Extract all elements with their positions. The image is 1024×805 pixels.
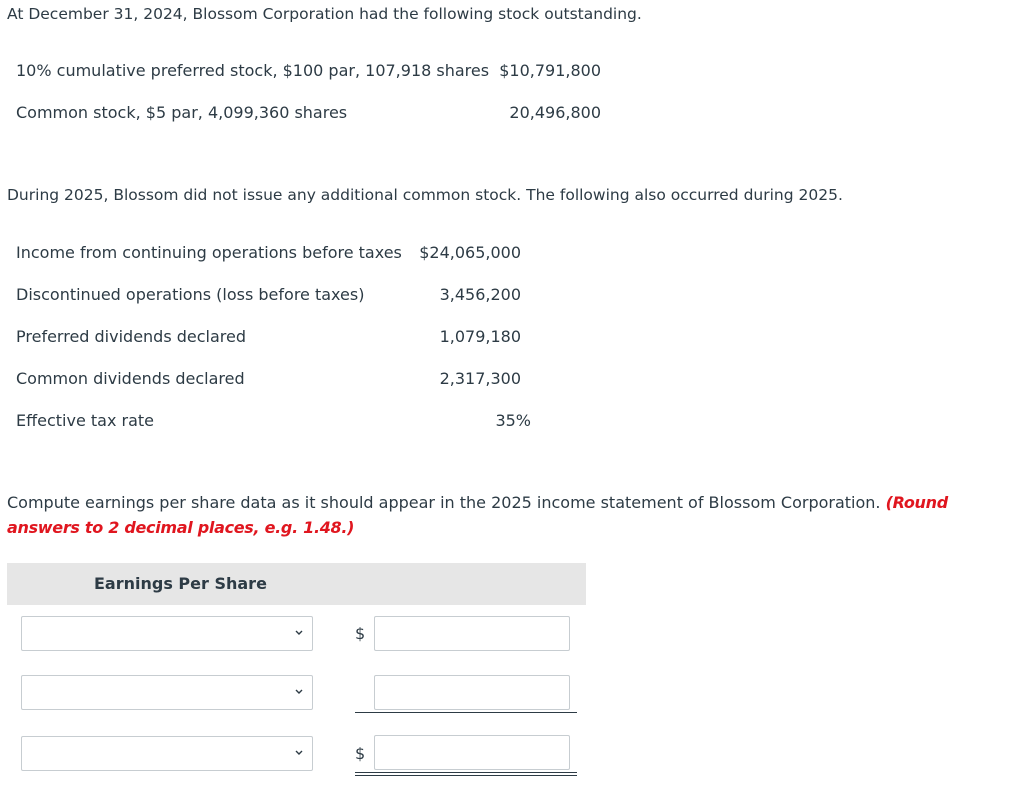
total-double-rule xyxy=(355,775,577,776)
eps-amount-input[interactable] xyxy=(374,675,570,710)
instructions-text: Compute earnings per share data as it should appear in the 2025 income statement of Blossom Corporation. xyxy=(7,493,886,512)
event-row-value: 1,079,180 xyxy=(439,327,521,346)
eps-amount-input[interactable] xyxy=(374,616,570,651)
event-row-value: 35% xyxy=(495,411,531,430)
eps-label-select[interactable] xyxy=(21,616,313,651)
event-row-label: Income from continuing operations before taxes xyxy=(16,243,402,262)
subtotal-rule xyxy=(355,712,577,713)
chevron-down-icon xyxy=(294,745,304,761)
event-row-label: Common dividends declared xyxy=(16,369,245,388)
problem-intro-2025: During 2025, Blossom did not issue any additional common stock. The following also occurred during 2025. xyxy=(7,186,843,204)
chevron-down-icon xyxy=(294,625,304,641)
event-row-label: Discontinued operations (loss before taxes) xyxy=(16,285,365,304)
stock-row-value: $10,791,800 xyxy=(499,61,601,80)
stock-row-label: 10% cumulative preferred stock, $100 par, 107,918 shares xyxy=(16,61,490,80)
eps-header-label: Earnings Per Share xyxy=(94,574,267,593)
currency-symbol: $ xyxy=(355,624,366,643)
rounding-note: (Round answers to 2 decimal places, e.g. 1.48.) xyxy=(7,493,948,537)
event-row-value: 3,456,200 xyxy=(439,285,521,304)
event-row-label: Preferred dividends declared xyxy=(16,327,247,346)
currency-symbol: $ xyxy=(355,744,366,763)
total-double-rule xyxy=(355,772,577,773)
eps-table-header xyxy=(7,563,586,605)
eps-label-select[interactable] xyxy=(21,675,313,710)
event-row-label: Effective tax rate xyxy=(16,411,155,430)
stock-row-label: Common stock, $5 par, 4,099,360 shares xyxy=(16,103,348,122)
problem-intro: At December 31, 2024, Blossom Corporation had the following stock outstanding. xyxy=(7,5,642,23)
eps-label-select[interactable] xyxy=(21,736,313,771)
event-row-value: 2,317,300 xyxy=(439,369,521,388)
chevron-down-icon xyxy=(294,684,304,700)
stock-row-value: 20,496,800 xyxy=(509,103,601,122)
event-row-value: $24,065,000 xyxy=(419,243,521,262)
instructions xyxy=(7,490,1007,540)
eps-amount-input[interactable] xyxy=(374,735,570,770)
